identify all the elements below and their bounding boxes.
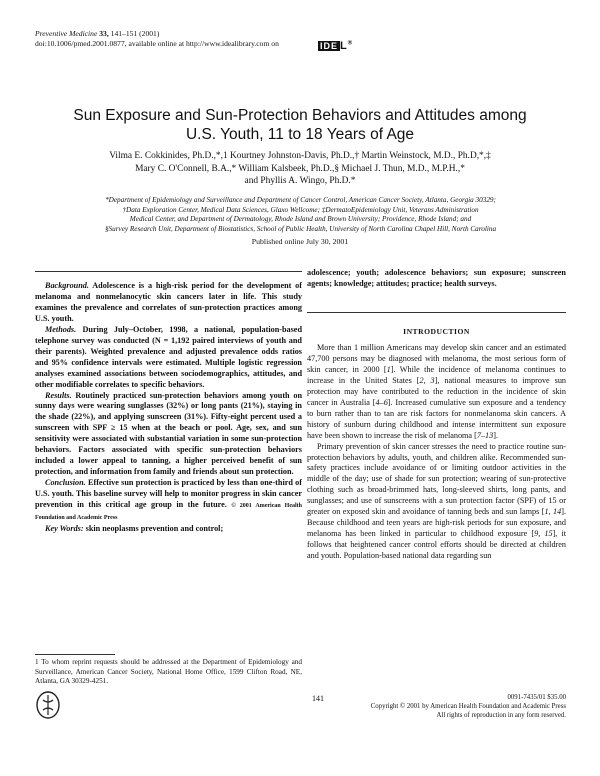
- abstract-bottom-rule: [307, 312, 566, 313]
- conclusion-label: Conclusion.: [45, 478, 86, 488]
- abstract-conclusion: [35, 478, 302, 524]
- methods-text: During July–October, 1998, a national, population-based telephone survey was conducted (N = 1,192 paired interviews of youth and their parents). Weighted prevalence and adjusted prevalence odds ratios and 95% confidence intervals were estimated. Multiple logistic regression analyses examined associations between sociodemographics, attitudes, and other modifiable correlates to specific behaviors.: [35, 324, 302, 389]
- ideal-logo-registered: ®: [347, 40, 354, 47]
- rights-line: All rights of reproduction in any form reserved.: [436, 711, 566, 719]
- abstract-methods: [35, 325, 302, 391]
- journal-pages: 141–151 (2001): [110, 29, 160, 38]
- intro-p1-part-d: ]. Increased cumulative sun exposure and a tendency to burn rather than to tan are risk factors for nonmelanoma skin cancers. A history of sunburn during childhood and intense intermittent sun exposure have been shown to increase the risk of melanoma [: [307, 397, 567, 440]
- abstract-copyright: © 2001 American Health Foundation and Academic Press: [35, 503, 303, 522]
- journal-name: Preventive Medicine: [35, 29, 98, 38]
- results-label: Results.: [45, 390, 72, 400]
- intro-p1-part-a: More than 1 million Americans may develop skin cancer and an estimated 47,700 persons may be diagnosed with melanoma, the most serious form of skin cancer, in 2000 [: [307, 343, 566, 374]
- intro-p2-part-c: ], it follows that heightened cancer control efforts should be directed at children and youth. Population-based national data regarding sun: [307, 529, 567, 561]
- introduction-body: [307, 343, 566, 562]
- citation-ref[interactable]: 2, 3: [419, 375, 435, 385]
- affiliation-line-4: §Survey Research Unit, Department of Biostatistics, School of Public Health, University of North Carolina Chapel Hill, North Carolina: [104, 224, 497, 233]
- ideal-logo: [318, 40, 353, 52]
- ideal-logo-l: L: [340, 40, 348, 52]
- journal-volume: 33,: [99, 29, 109, 38]
- keywords-text: skin neoplasms prevention and control;: [85, 523, 224, 533]
- introduction-heading: INTRODUCTION: [403, 327, 470, 336]
- background-label: Background.: [45, 281, 89, 290]
- intro-p2-part-a: Primary prevention of skin cancer stresses the need to practice routine sun-protection behaviors by adults, youth, and children alike. Recommended sun-safety practices include avoidance of or limiting outdoor activities in the middle of the day; use of shade for sun protection; wearing of sun-protective clothing such as broad-brimmed hats, long-sleeved shirts, long pants, and sunglasses; and use of sunscreens with a sun protection factor (SPF) of 15 or greater on exposed skin and avoidance of tanning beds and sun lamps [: [307, 441, 566, 517]
- citation-ref[interactable]: 9, 15: [534, 529, 553, 539]
- authors-line-2: Mary C. O'Connell, B.A.,* William Kalsbeek, Ph.D.,§ Michael J. Thun, M.D., M.P.H.,*: [135, 163, 465, 174]
- title-line-2: U.S. Youth, 11 to 18 Years of Age: [185, 126, 415, 143]
- authors-line-1: Vilma E. Cokkinides, Ph.D.,*,1 Kourtney Johnston-Davis, Ph.D.,† Martin Weinstock, M.D., Ph.D,*,‡: [109, 151, 491, 161]
- conclusion-text: Effective sun protection is practiced by less than one-third of U.S. youth. This baseline survey will help to monitor progress in skin cancer prevention in this critical age group in the future.: [35, 478, 302, 510]
- keywords-continued: adolescence; youth; adolescence behaviors; sun exposure; sunscreen agents; knowledge; attitudes; practice; health surveys.: [307, 268, 566, 288]
- intro-paragraph-2: [307, 442, 566, 562]
- intro-p2-part-b: ]. Because childhood and teen years are high-risk periods for sun exposure, and melanoma has been linked in particular to childhood exposure [: [307, 507, 567, 539]
- abstract-results: [35, 391, 302, 479]
- journal-header: [35, 29, 279, 49]
- affiliations: [28, 196, 573, 234]
- keywords-label: Key Words:: [45, 523, 84, 533]
- citation-ref[interactable]: 1: [386, 364, 391, 374]
- paper-title: [40, 106, 560, 144]
- citation-ref[interactable]: 1, 14: [544, 507, 562, 517]
- results-text: Routinely practiced sun-protection behaviors among youth on sunny days were wearing sunglasses (32%) or long pants (21%), staying in the shade (22%), and applying sunscreen (31%). Fifty-eight percent used a sunscreen with SPF ≥ 15 when at the beach or pool. Age, sex, and sun sensitivity were associated with substantial variation in some sun-protection behaviors. Factors associated with specific sun-protection behaviors included a lower appeal to tanning, a higher perceived benefit of sun protection, and information from family and friends about sun protection.: [35, 390, 303, 477]
- intro-p1-part-e: ].: [493, 430, 498, 440]
- authors-line-3: and Phyllis A. Wingo, Ph.D.*: [244, 176, 356, 186]
- copyright-line: Copyright © 2001 by American Health Foundation and Academic Press: [370, 702, 566, 710]
- intro-paragraph-1: [307, 343, 566, 442]
- intro-p1-part-c: ], national measures to improve sun protection may have contributed to the reduction in the incidence of skin cancer in Australia [: [307, 375, 567, 407]
- affiliation-line-1: *Department of Epidemiology and Surveillance and Department of Cancer Control, American Cancer Society, Atlanta, Georgia 30329;: [105, 196, 496, 204]
- page-number: 141: [312, 694, 324, 703]
- citation-ref[interactable]: 4–6: [375, 397, 388, 407]
- methods-label: Methods.: [45, 324, 77, 334]
- footnote-rule: [35, 654, 115, 655]
- publisher-emblem-icon: [35, 690, 61, 725]
- footnote: 1 To whom reprint requests should be addressed at the Department of Epidemiology and Surveillance, American Cancer Society, National Home Office, 1599 Clifton Road, NE, Atlanta, GA 30329-4251.: [35, 658, 302, 686]
- doi-line: doi:10.1006/pmed.2001.0877, available online at http://www.idealibrary.com on: [35, 39, 279, 48]
- abstract-top-rule: [35, 271, 302, 272]
- ideal-logo-mark: IDE: [320, 41, 339, 51]
- affiliation-line-3: Medical Center, and Department of Dermatology, Rhode Island and Brown University; Providence, Rhode Island; and: [129, 215, 472, 224]
- affiliation-line-2: †Data Exploration Center, Medical Data Sciences, Glaxo Wellcome; ‡DermatoEpidemiology Unit, Veterans Administration: [122, 205, 479, 214]
- abstract-background: [35, 281, 302, 325]
- issn: 0091-7435/01 $35.00: [507, 694, 566, 701]
- abstract-keywords: [35, 524, 302, 535]
- citation-ref[interactable]: 7–13: [476, 430, 494, 440]
- published-date: Published online July 30, 2001: [251, 237, 349, 246]
- intro-p1-part-b: ]. While the incidence of melanoma continues to increase in the United States [: [307, 364, 566, 385]
- title-line-1: Sun Exposure and Sun-Protection Behaviors and Attitudes among: [73, 107, 527, 124]
- abstract: [35, 281, 302, 535]
- author-list: [40, 150, 560, 188]
- footer-copyright: [340, 694, 566, 720]
- background-text: Adolescence is a high-risk period for the development of melanoma and nonmelanocytic skin cancers later in life. This study examines the prevalence and correlates of sun-protection practices among U.S. youth.: [35, 281, 302, 323]
